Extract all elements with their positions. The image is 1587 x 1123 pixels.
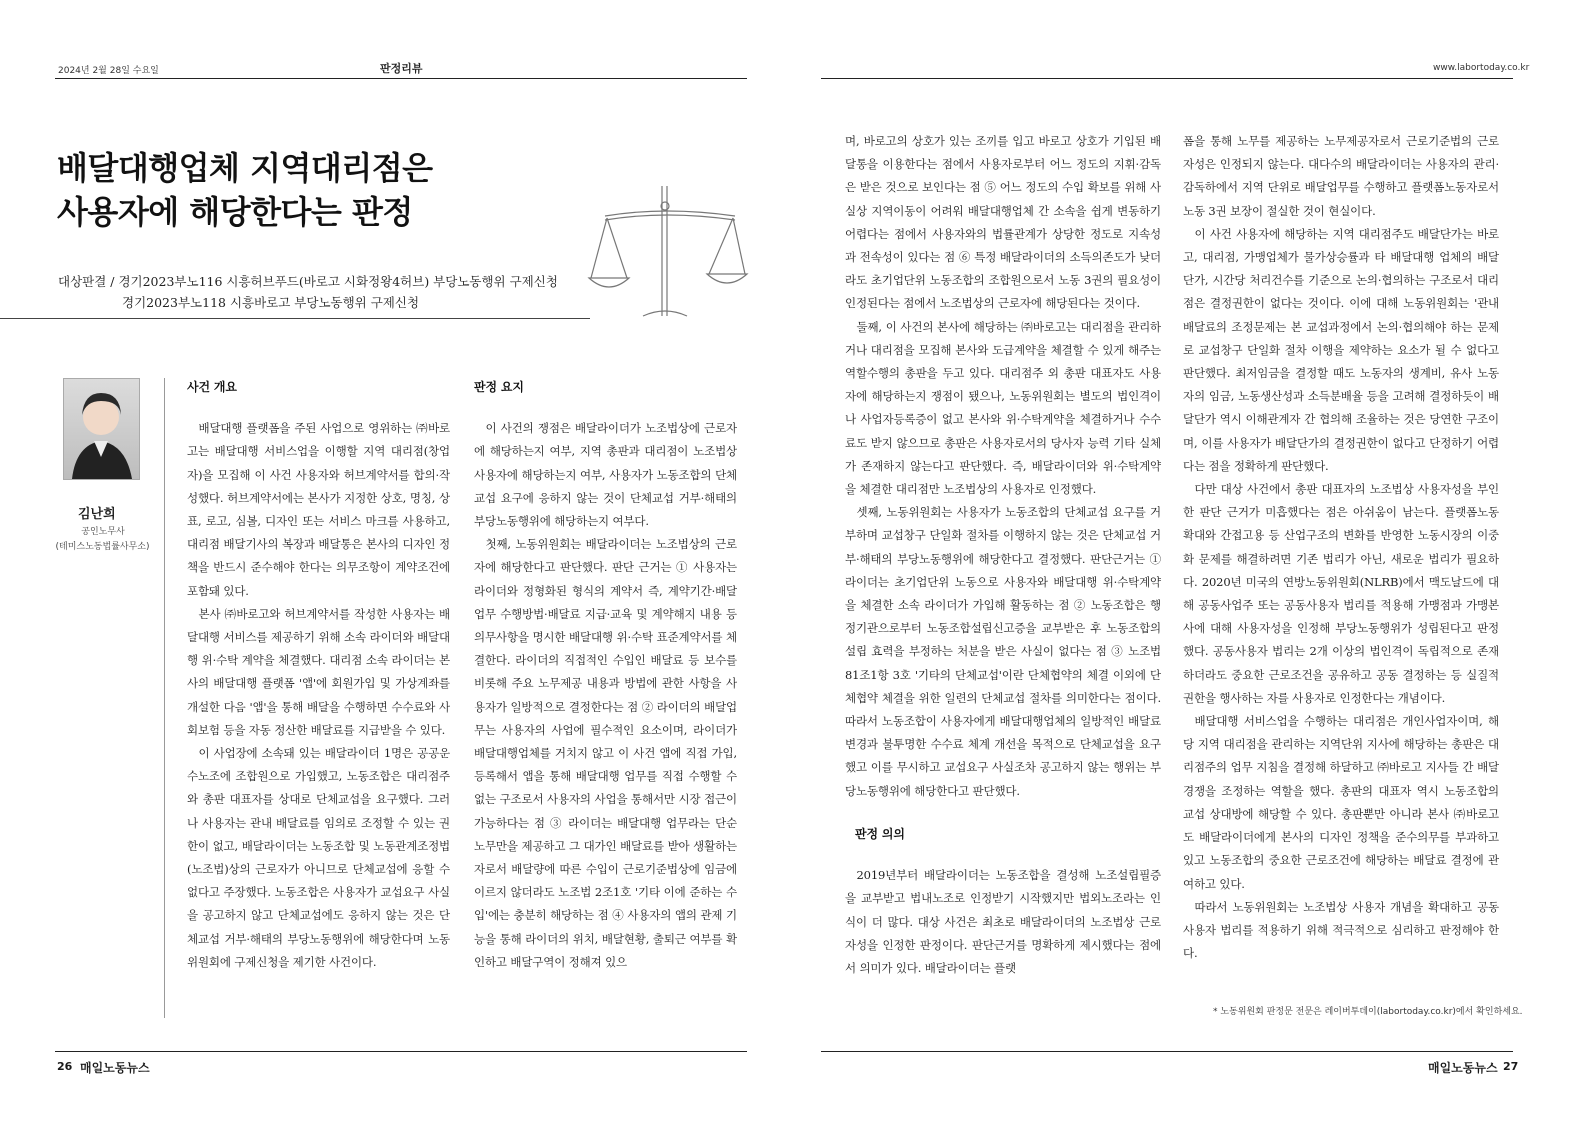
col4-paragraph-4: 배달대행 서비스업을 수행하는 대리점은 개인사업자이며, 해당 지역 대리점을 관리하는 지역단위 지사에 해당하는 총판은 대리점주의 업무 지침을 결정해 하달하고 ㈜바로고 지사들 간 배달 경쟁을 조정하는 역할을 했다. 총판의 대표자 역시 노동조합의 교섭 상대방에 해당할 수 있다. 총판뿐만 아니라 본사 ㈜바로고도 배달라이더에게 본사의 디자인 정책을 준수의무를 부과하고 있고 노동조합의 중요한 근로조건에 해당하는 배달료 결정에 관여하고 있다. <box>1183 714 1499 891</box>
footer-rule-right <box>821 1051 1513 1052</box>
brand-logo-right: 매일노동뉴스 <box>1428 1061 1498 1075</box>
col1-paragraph-2: 본사 ㈜바로고와 허브계약서를 작성한 사용자는 배달대행 서비스를 제공하기 위해 소속 라이더와 배달대행 위·수탁 계약을 체결했다. 대리점 소속 라이더는 본사의 배달대행 플랫폼 '앱'에 회원가입 및 가상계좌를 개설한 다음 '앱'을 통해 배달을 수행하면 수수료와 사회보험 등을 자동 정산한 배달료를 지급받을 수 있다. <box>187 606 450 737</box>
column-3 <box>845 130 1161 980</box>
col4-paragraph-2: 이 사건 사용자에 해당하는 지역 대리점주도 배달단가는 바로고, 대리점, 가맹업체가 물가상승률과 타 배달대행 업체의 배달단가, 시간당 처리건수를 기준으로 논의·협의하는 구조로서 대리점은 결정권한이 없다는 것이다. 이에 대해 노동위원회는 '관내 배달료의 조정문제는 본 교섭과정에서 논의·협의해야 하는 문제로 교섭창구 단일화 절차 이행을 제약하는 요소가 될 수 없다고 판단했다. 최저임금을 결정할 때도 노동자의 생계비, 유사 노동자의 임금, 노동생산성과 소득분배율 등을 고려해 결정하듯이 배달단가 역시 이해관계자 간 협의해 조율하는 것은 당연한 구조이며, 이를 사용자가 배달단가의 결정권한이 없다고 단정하기 어렵다는 점을 정확하게 판단했다. <box>1183 226 1499 473</box>
col4-paragraph-5: 따라서 노동위원회는 노조법상 사용자 개념을 확대하고 공동사용자 법리를 적용하기 위해 적극적으로 심리하고 판정해야 한다. <box>1183 899 1499 961</box>
section-title: 판정리뷰 <box>380 62 423 75</box>
author-org: (테미스노동법률사무소) <box>55 542 150 552</box>
col3-paragraph-3: 셋째, 노동위원회는 사용자가 노동조합의 단체교섭 요구를 거부하며 교섭창구 단일화 절차를 이행하지 않는 것은 단체교섭 거부·해태의 부당노동행위에 해당한다고 결정했다. 판단근거는 ① 라이더는 초기업단위 노동으로 사용자와 배달대행 위·수탁계약을 체결한 소속 라이더가 가입해 활동하는 점 ② 노동조합은 행정기관으로부터 노동조합설립신고증을 교부받은 후 노동조합의 설립 효력을 부정하는 처분을 받은 사실이 없다는 점 ③ 노조법 81조1항 3호 '기타의 단체교섭'이란 단체협약의 체결 이외에 단체협약 체결을 위한 일련의 단체교섭 절차를 의미한다는 점이다. 따라서 노동조합이 사용자에게 배달대행업체의 일방적인 배달료 변경과 불투명한 수수료 체계 개선을 목적으로 단체교섭을 요구했고 이를 무시하고 교섭요구 사실조차 공고하지 않는 행위는 부당노동행위에 해당한다고 판단했다. <box>845 505 1161 798</box>
column-2 <box>474 376 737 974</box>
page-number-right: 27 <box>1503 1060 1519 1073</box>
author-role: 공인노무사 <box>81 527 125 537</box>
col3-paragraph-1: 며, 바로고의 상호가 있는 조끼를 입고 바로고 상호가 기입된 배달통을 이용한다는 점에서 사용자로부터 어느 정도의 지휘·감독은 받은 것으로 보인다는 점 ⑤ 어느 정도의 수입 확보를 위해 사실상 지역이동이 어려워 배달대행업체 간 소속을 쉽게 변동하기 어렵다는 점에서 사용자와의 법률관계가 상당한 정도로 지속성과 전속성이 있다는 점 ⑥ 특정 배달라이더의 소득의존도가 낮더라도 초기업단위 노동조합의 조합원으로서 노동 3권의 필요성이 인정된다는 점에서 노조법상의 근로자에 해당된다는 것이다. <box>845 134 1161 311</box>
header-rule-left <box>55 78 747 79</box>
column-1 <box>187 376 450 974</box>
footnote: * 노동위원회 판정문 전문은 레이버투데이(labortoday.co.kr)에서 확인하세요. <box>1213 1007 1523 1017</box>
issue-date: 2024년 2월 28일 수요일 <box>58 66 159 76</box>
author-photo <box>63 378 140 480</box>
site-url: www.labortoday.co.kr <box>1433 63 1530 73</box>
section-heading-summary: 판정 요지 <box>474 380 524 394</box>
article-title <box>57 146 433 234</box>
brand-logo-left: 매일노동뉴스 <box>80 1061 150 1075</box>
col1-paragraph-3: 이 사업장에 소속돼 있는 배달라이더 1명은 공공운수노조에 조합원으로 가입했고, 노동조합은 대리점주와 총판 대표자를 상대로 단체교섭을 요구했다. 그러나 사용자는 관내 배달료를 임의로 조정할 수 있는 권한이 없고, 배달라이더는 노동조합 및 노동관계조정법(노조법)상의 근로자가 아니므로 단체교섭에 응할 수 없다고 주장했다. 노동조합은 사용자가 교섭요구 사실을 공고하지 않고 단체교섭에도 응하지 않는 것은 단체교섭 거부·해태의 부당노동행위에 해당한다며 노동위원회에 구제신청을 제기한 사건이다. <box>187 746 450 969</box>
author-divider <box>164 378 165 1018</box>
case-reference <box>58 271 558 313</box>
header-rule-right <box>821 78 1513 79</box>
footer-rule-left <box>55 1051 747 1052</box>
section-heading-significance: 판정 의의 <box>855 826 905 841</box>
column-4 <box>1183 130 1499 965</box>
col4-paragraph-1: 폼을 통해 노무를 제공하는 노무제공자로서 근로기준법의 근로자성은 인정되지 않는다. 대다수의 배달라이더는 사용자의 관리·감독하에서 지역 단위로 배달업무를 수행하고 플랫폼노동자로서 노동 3권 보장이 절실한 것이 현실이다. <box>1183 134 1499 218</box>
author-name: 김난희 <box>78 507 116 522</box>
section-heading-overview: 사건 개요 <box>187 380 237 394</box>
col3-paragraph-2: 둘째, 이 사건의 본사에 해당하는 ㈜바로고는 대리점을 관리하거나 대리점을 모집해 본사와 도급계약을 체결할 수 있게 해주는 역할수행의 총판을 두고 있다. 대리점주 외 총판 대표자도 사용자에 해당하는지 쟁점이 됐으나, 노동위원회는 별도의 법인격이나 사업자등록증이 없고 본사와 위·수탁계약을 체결하거나 수수료도 받지 않으므로 총판은 사용자로서의 당사자 능력 기타 실체가 존재하지 않는다고 판단했다. 즉, 배달라이더와 위·수탁계약을 체결한 대리점만 노조법상의 사용자로 인정했다. <box>845 319 1161 497</box>
title-line-1: 배달대행업체 지역대리점은 <box>57 149 433 187</box>
col4-paragraph-3: 다만 대상 사건에서 총판 대표자의 노조법상 사용자성을 부인한 판단 근거가 미흡했다는 점은 아쉬움이 남는다. 플랫폼노동 확대와 간접고용 등 산업구조의 변화를 반영한 노동시장의 이중화 문제를 해결하려면 기존 법리가 아닌, 새로운 법리가 필요하다. 2020년 미국의 연방노동위원회(NLRB)에서 맥도날드에 대해 공동사업주 또는 공동사용자 법리를 적용해 가맹점과 가맹본사에 대해 사용자성을 인정해 부당노동행위가 성립된다고 판정했다. 공동사용자 법리는 2개 이상의 법인격이 독립적으로 존재하더라도 중요한 근로조건을 공유하고 공동 결정하는 등 실질적 권한을 행사하는 자를 사용자로 인정한다는 개념이다. <box>1183 482 1499 705</box>
case-rule <box>0 318 590 319</box>
case-line-2: 경기2023부노118 시흥바로고 부당노동행위 구제신청 <box>122 295 420 310</box>
case-line-1: 대상판결 / 경기2023부노116 시흥허브푸드(바로고 시화정왕4허브) 부당노동행위 구제신청 <box>58 274 558 289</box>
page-number-left: 26 <box>57 1060 73 1073</box>
scales-icon <box>585 178 750 326</box>
col2-paragraph-2: 첫째, 노동위원회는 배달라이더는 노조법상의 근로자에 해당한다고 판단했다. 판단 근거는 ① 사용자는 라이더와 정형화된 형식의 계약서 즉, 계약기간·배달업무 수행방법·배달료 지급·교육 및 계약해지 내용 등 의무사항을 명시한 배달대행 위·수탁 표준계약서를 체결한다. 라이더의 직접적인 수입인 배달료 등 보수를 비롯해 주요 노무제공 내용과 방법에 관한 사항을 사용자가 일방적으로 결정한다는 점 ② 라이더의 배달업무는 사용자의 사업에 필수적인 요소이며, 라이더가 배달대행업체를 거치지 않고 이 사건 앱에 직접 가입, 등록해서 앱을 통해 배달대행 업무를 직접 수행할 수 없는 구조로서 사용자의 사업을 통해서만 시장 접근이 가능하다는 점 ③ 라이더는 배달대행 업무라는 단순 노무만을 제공하고 그 대가인 배달료를 받아 생활하는 자로서 배달량에 따른 수입이 근로기준법상에 임금에 이르지 않더라도 노조법 2조1호 '기타 이에 준하는 수입'에는 충분히 해당하는 점 ④ 사용자의 앱의 관제 기능을 통해 라이더의 위치, 배달현황, 출퇴근 여부를 확인하고 배달구역이 정해져 있으 <box>474 537 737 969</box>
col2-paragraph-1: 이 사건의 쟁점은 배달라이더가 노조법상에 근로자에 해당하는지 여부, 지역 총판과 대리점이 노조법상 사용자에 해당하는지 여부, 사용자가 노동조합의 단체교섭 요구에 응하지 않는 것이 단체교섭 거부·해태의 부당노동행위에 해당하는지 여부다. <box>474 421 737 529</box>
title-line-2: 사용자에 해당한다는 판정 <box>57 193 413 231</box>
col1-paragraph-1: 배달대행 플랫폼을 주된 사업으로 영위하는 ㈜바로고는 배달대행 서비스업을 이행할 지역 대리점(창업자)을 모집해 이 사건 사용자와 허브계약서를 합의·작성했다. 허브계약서에는 본사가 지정한 상호, 명칭, 상표, 로고, 심볼, 디자인 또는 서비스 마크를 사용하고, 대리점 배달기사의 복장과 배달통은 본사의 디자인 정책을 반드시 준수해야 한다는 의무조항이 계약조건에 포함돼 있다. <box>187 421 450 598</box>
col3-paragraph-4: 2019년부터 배달라이더는 노동조합을 결성해 노조설립필증을 교부받고 법내노조로 인정받기 시작했지만 법외노조라는 인식이 더 많다. 대상 사건은 최초로 배달라이더의 노조법상 근로자성을 인정한 판정이다. 판단근거를 명확하게 제시했다는 점에서 의미가 있다. 배달라이더는 플랫 <box>845 868 1161 975</box>
